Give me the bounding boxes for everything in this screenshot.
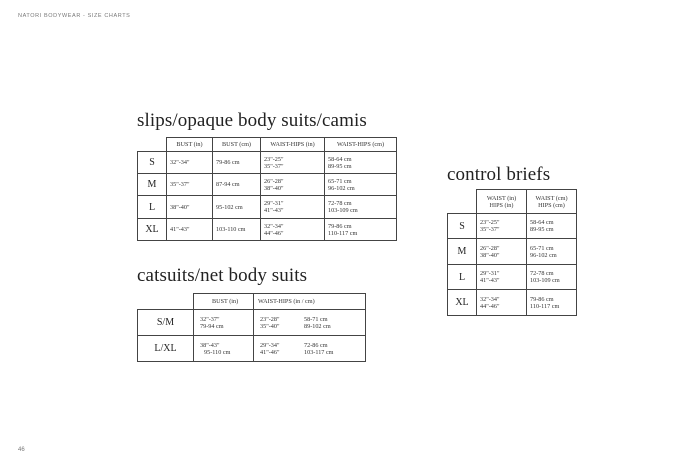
waist-hips-cm-cell: 65-71 cm 96-102 cm bbox=[325, 174, 397, 196]
table-row bbox=[138, 196, 397, 219]
waist-hips-cm-cell: 58-64 cm 89-95 cm bbox=[325, 152, 397, 174]
size-label: S/M bbox=[138, 310, 194, 336]
briefs-size-table bbox=[447, 189, 577, 316]
waist-hips-cm-cell: 79-86 cm 110-117 cm bbox=[325, 219, 397, 241]
bust-cm-cell: 87-94 cm bbox=[213, 174, 261, 196]
bust-cm-cell: 103-110 cm bbox=[213, 219, 261, 241]
waist-hips-in-cell: 32"-34" 44"-46" bbox=[261, 219, 325, 241]
bust-cell: 32"-37" 79-94 cm bbox=[194, 310, 254, 336]
slips-size-table bbox=[137, 137, 397, 241]
column-header: BUST (cm) bbox=[213, 138, 261, 152]
waist-hips-in-cell: 29"-31" 41"-43" bbox=[477, 265, 527, 290]
column-header: WAIST-HIPS (in / cm) bbox=[254, 294, 366, 310]
table-row bbox=[448, 290, 577, 316]
waist-hips-cell: 23"-28" 35"-40" 58-71 cm 89-102 cm bbox=[254, 310, 366, 336]
column-header: WAIST (in) HIPS (in) bbox=[477, 190, 527, 214]
column-header: BUST (in) bbox=[167, 138, 213, 152]
waist-hips-in-cell: 23"-25" 35"-37" bbox=[261, 152, 325, 174]
waist-hips-in-cell: 26"-28" 38"-40" bbox=[261, 174, 325, 196]
table-row bbox=[138, 219, 397, 241]
size-label: M bbox=[448, 239, 477, 265]
size-label: L/XL bbox=[138, 336, 194, 362]
column-header: WAIST-HIPS (in) bbox=[261, 138, 325, 152]
size-label: M bbox=[138, 174, 167, 196]
waist-hips-cm-cell: 65-71 cm 96-102 cm bbox=[527, 239, 577, 265]
size-label: XL bbox=[448, 290, 477, 316]
table-header-row bbox=[138, 138, 397, 152]
column-header: WAIST (cm) HIPS (cm) bbox=[527, 190, 577, 214]
bust-cm-cell: 79-86 cm bbox=[213, 152, 261, 174]
corner-cell bbox=[138, 294, 194, 310]
bust-cell: 38"-43" 95-110 cm bbox=[194, 336, 254, 362]
bust-in-cell: 35"-37" bbox=[167, 174, 213, 196]
waist-hips-cell: 29"-34" 41"-46" 72-86 cm 103-117 cm bbox=[254, 336, 366, 362]
table-header-row bbox=[138, 294, 366, 310]
corner-cell bbox=[448, 190, 477, 214]
column-header: WAIST-HIPS (cm) bbox=[325, 138, 397, 152]
slips-title: slips/opaque body suits/camis bbox=[137, 110, 367, 131]
catsuits-title: catsuits/net body suits bbox=[137, 265, 308, 286]
table-row bbox=[138, 174, 397, 196]
waist-hips-in-cell: 29"-31" 41"-43" bbox=[261, 196, 325, 219]
bust-in-cell: 41"-43" bbox=[167, 219, 213, 241]
size-label: S bbox=[448, 214, 477, 239]
table-row bbox=[138, 152, 397, 174]
table-row bbox=[138, 310, 366, 336]
size-label: XL bbox=[138, 219, 167, 241]
size-label: L bbox=[448, 265, 477, 290]
bust-in-cell: 38"-40" bbox=[167, 196, 213, 219]
briefs-title: control briefs bbox=[447, 164, 551, 185]
waist-hips-in-cell: 32"-34" 44"-46" bbox=[477, 290, 527, 316]
table-row bbox=[448, 239, 577, 265]
page-number: 46 bbox=[18, 447, 25, 453]
size-label: L bbox=[138, 196, 167, 219]
bust-cm-cell: 95-102 cm bbox=[213, 196, 261, 219]
table-header-row bbox=[448, 190, 577, 214]
table-row bbox=[138, 336, 366, 362]
table-row bbox=[448, 214, 577, 239]
waist-hips-in-cell: 26"-28" 38"-40" bbox=[477, 239, 527, 265]
waist-hips-cm-cell: 58-64 cm 89-95 cm bbox=[527, 214, 577, 239]
table-row bbox=[448, 265, 577, 290]
size-label: S bbox=[138, 152, 167, 174]
waist-hips-in-cell: 23"-25" 35"-37" bbox=[477, 214, 527, 239]
waist-hips-cm-cell: 72-78 cm 103-109 cm bbox=[325, 196, 397, 219]
bust-in-cell: 32"-34" bbox=[167, 152, 213, 174]
column-header: BUST (in) bbox=[194, 294, 254, 310]
page-header: NATORI BODYWEAR - SIZE CHARTS bbox=[18, 13, 131, 19]
catsuits-size-table bbox=[137, 293, 366, 362]
waist-hips-cm-cell: 72-78 cm 103-109 cm bbox=[527, 265, 577, 290]
corner-cell bbox=[138, 138, 167, 152]
waist-hips-cm-cell: 79-86 cm 110-117 cm bbox=[527, 290, 577, 316]
